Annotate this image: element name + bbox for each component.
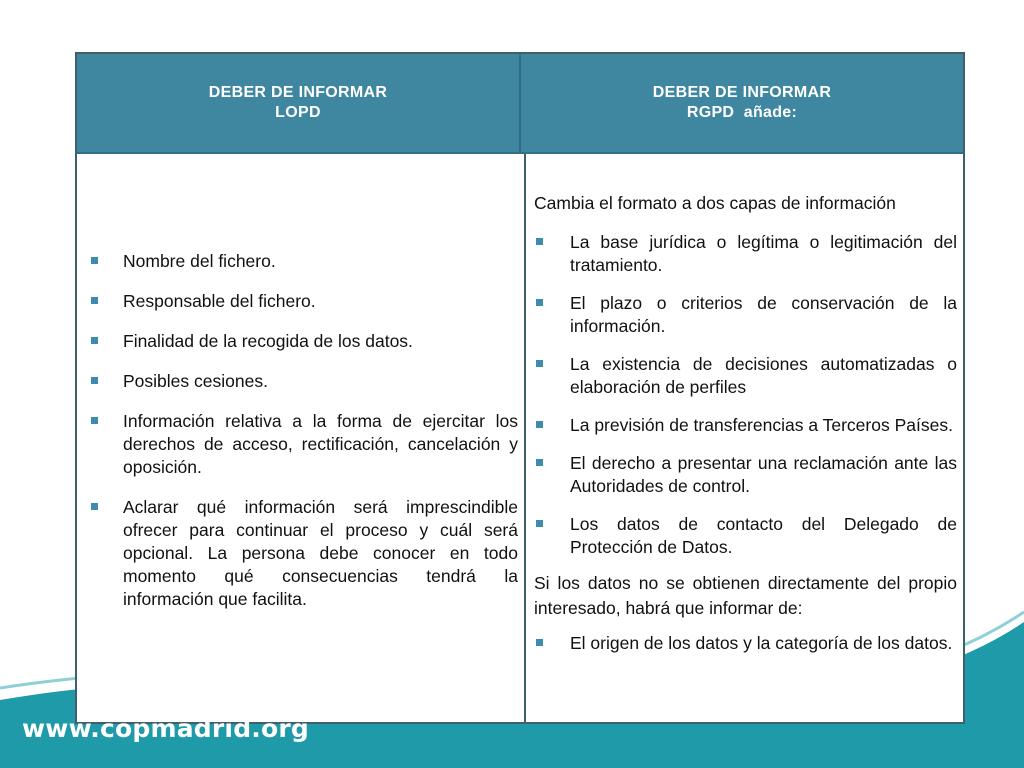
list-item: Finalidad de la recogida de los datos. bbox=[91, 330, 518, 353]
header-rgpd-line1: DEBER DE INFORMAR bbox=[652, 84, 832, 101]
square-bullet-icon bbox=[536, 520, 543, 527]
square-bullet-icon bbox=[91, 297, 98, 304]
header-rgpd bbox=[519, 54, 963, 152]
list-item: Aclarar qué información será imprescindible ofrecer para continuar el proceso y cuál será opcional. La persona debe conocer en todo momento qué consecuencias tendrá la información que facilita. bbox=[91, 496, 518, 611]
square-bullet-icon bbox=[536, 639, 543, 646]
square-bullet-icon bbox=[536, 238, 543, 245]
comparison-table bbox=[75, 52, 965, 724]
list-item: Los datos de contacto del Delegado de Protección de Datos. bbox=[534, 513, 957, 559]
list-item: El origen de los datos y la categoría de los datos. bbox=[534, 632, 957, 655]
square-bullet-icon bbox=[91, 377, 98, 384]
square-bullet-icon bbox=[91, 503, 98, 510]
list-item: Información relativa a la forma de ejercitar los derechos de acceso, rectificación, cancelación y oposición. bbox=[91, 410, 518, 479]
list-item: Posibles cesiones. bbox=[91, 370, 518, 393]
square-bullet-icon bbox=[91, 257, 98, 264]
rgpd-intro: Cambia el formato a dos capas de información bbox=[534, 193, 896, 213]
square-bullet-icon bbox=[91, 417, 98, 424]
header-rgpd-line2: RGPD añade: bbox=[686, 104, 798, 121]
site-url-logo: www.copmadrid.org bbox=[22, 714, 309, 743]
header-lopd bbox=[77, 54, 519, 152]
table-body-row bbox=[77, 154, 963, 722]
list-item: Responsable del fichero. bbox=[91, 290, 518, 313]
header-lopd-line2: LOPD bbox=[275, 104, 321, 121]
rgpd-list bbox=[534, 231, 957, 559]
list-item: La existencia de decisiones automatizadas o elaboración de perfiles bbox=[534, 353, 957, 399]
lopd-list bbox=[91, 250, 518, 611]
table-header-row bbox=[77, 54, 963, 154]
lopd-column bbox=[77, 154, 526, 722]
rgpd-column bbox=[526, 154, 963, 722]
header-lopd-line1: DEBER DE INFORMAR bbox=[208, 84, 388, 101]
list-item: La previsión de transferencias a Terceros Países. bbox=[534, 414, 957, 437]
list-item: El plazo o criterios de conservación de la información. bbox=[534, 292, 957, 338]
rgpd-paragraph: Si los datos no se obtienen directamente del propio interesado, habrá que informar de: bbox=[534, 573, 957, 618]
square-bullet-icon bbox=[91, 337, 98, 344]
list-item: La base jurídica o legítima o legitimación del tratamiento. bbox=[534, 231, 957, 277]
square-bullet-icon bbox=[536, 421, 543, 428]
list-item: Nombre del fichero. bbox=[91, 250, 518, 273]
square-bullet-icon bbox=[536, 299, 543, 306]
square-bullet-icon bbox=[536, 459, 543, 466]
rgpd-list-2 bbox=[534, 632, 957, 655]
list-item: El derecho a presentar una reclamación ante las Autoridades de control. bbox=[534, 452, 957, 498]
square-bullet-icon bbox=[536, 360, 543, 367]
